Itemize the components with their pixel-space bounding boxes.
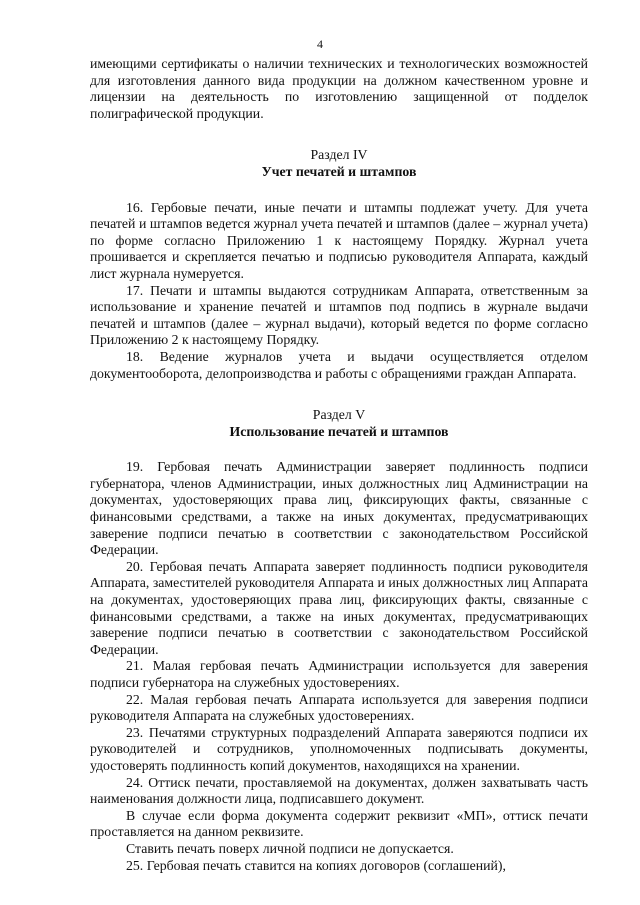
intro-paragraph: имеющими сертификаты о наличии технических и технологических возможностей для изготовления данного вида продукции на должном качественном уровне и лицензии на деятельность по изготовлению защищенной от подделок полиграфической продукции.: [90, 56, 588, 121]
section-4-number: Раздел IV: [310, 147, 368, 163]
section-5-number: Раздел V: [312, 407, 366, 423]
paragraph-16: 16. Гербовые печати, иные печати и штампы подлежат учету. Для учета печатей и штампов ведется журнал учета печатей и штампов (далее – журнал учета) по форме согласно Приложению 1 к настоящему Порядку. Журнал учета прошивается и скрепляется печатью и подписью руководителя Аппарата, каждый лист журнала нумеруется.: [90, 199, 588, 281]
paragraph-18: 18. Ведение журналов учета и выдачи осуществляется отделом документооборота, делопроизводства и работы с обращениями граждан Аппарата.: [90, 348, 588, 381]
paragraph-21: 21. Малая гербовая печать Администрации используется для заверения подписи губернатора на служебных удостоверениях.: [90, 658, 588, 690]
paragraph-23: 23. Печатями структурных подразделений Аппарата заверяются подписи их руководителей и сотрудников, уполномоченных подписывать документы, удостоверять подлинность копий документов, находящихся на хранении.: [90, 724, 588, 773]
page-number: 4: [317, 37, 323, 51]
paragraph-17: 17. Печати и штампы выдаются сотрудникам Аппарата, ответственным за использование и хранение печатей и штампов под подпись в журнале выдачи печатей и штампов (далее – журнал выдачи), который ведется по форме согласно Приложению 2 к настоящему Порядку.: [90, 282, 588, 348]
paragraph-24-mp: В случае если форма документа содержит реквизит «МП», оттиск печати проставляется на данном реквизите.: [90, 807, 588, 840]
paragraph-24: 24. Оттиск печати, проставляемой на документах, должен захватывать часть наименования должности лица, подписавшего документ.: [90, 774, 588, 807]
paragraph-20: 20. Гербовая печать Аппарата заверяет подлинность подписи руководителя Аппарата, заместителей руководителя Аппарата и иных должностных лиц Аппарата на документах, удостоверяющих права лиц, фиксирующих факты, связанные с финансовыми средствами, а также на иных документах, предусматривающих заверение подписи печатью в соответствии с законодательством Российской Федерации.: [90, 558, 588, 657]
paragraph-24-signature: Ставить печать поверх личной подписи не допускается.: [126, 840, 454, 856]
paragraph-22: 22. Малая гербовая печать Аппарата используется для заверения подписи руководителя Аппарата на служебных удостоверениях.: [90, 691, 588, 724]
section-5-title: Использование печатей и штампов: [229, 423, 449, 439]
paragraph-19: 19. Гербовая печать Администрации заверяет подлинность подписи губернатора, членов Администрации, иных должностных лиц Администрации на документах, удостоверяющих права лиц, фиксирующих факты, связанные с финансовыми средствами, а также на иных документах, предусматривающих заверение подписи печатью в соответствии с законодательством Российской Федерации.: [90, 459, 588, 558]
paragraph-25: 25. Гербовая печать ставится на копиях договоров (соглашений),: [126, 857, 506, 873]
document-body: [90, 56, 588, 874]
section-4-title: Учет печатей и штампов: [261, 163, 417, 179]
